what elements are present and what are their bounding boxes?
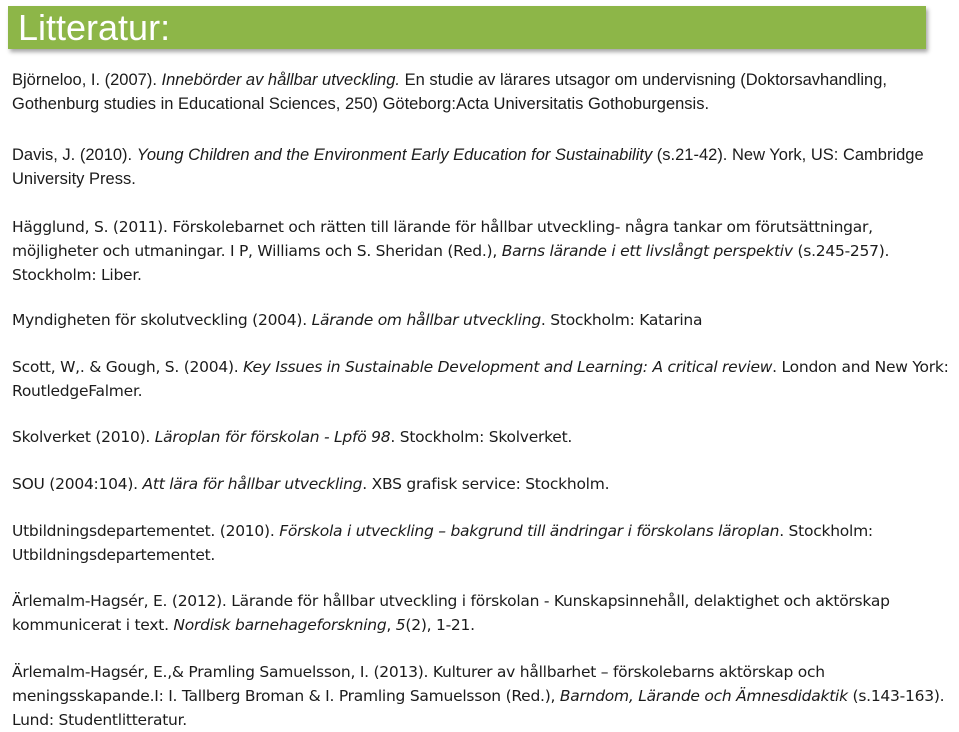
reference-text: Ärlemalm-Hagsér, E.,& Pramling Samuelsson, I. (2013). Kulturer av hållbarhet – förskolebarns aktörskap och meningsskapande.I: I. Tallberg Broman & I. Pramling Samuelsson (Red.), <box>12 663 825 705</box>
reference-title: Läroplan för förskolan - Lpfö 98 <box>154 428 391 446</box>
reference-text: Utbildningsdepartementet. (2010). <box>12 522 280 540</box>
reference-title: Innebörder av hållbar utveckling. <box>161 71 400 89</box>
reference-text: Myndigheten för skolutveckling (2004). <box>12 311 312 329</box>
reference-text: (s.143-163). Lund: Studentlitteratur. <box>12 687 945 729</box>
reference-text: (s.21-42). New York, US: Cambridge University Press. <box>12 146 924 188</box>
reference-text: . Stockholm: Katarina <box>540 311 703 329</box>
page-title: Litteratur: <box>18 7 171 48</box>
reference-text: Scott, W,. & Gough, S. (2004). <box>12 358 244 376</box>
reference-text: , <box>386 616 396 634</box>
reference-title: Lärande om hållbar utveckling <box>311 311 541 329</box>
reference-title: Nordisk barnehageforskning <box>173 616 387 634</box>
reference-item <box>12 143 952 191</box>
reference-item <box>12 68 952 116</box>
reference-title: Young Children and the Environment Early Education for Sustainability <box>136 146 653 164</box>
reference-text: (2), 1-21. <box>405 616 475 634</box>
reference-text: . Stockholm: Skolverket. <box>390 428 573 446</box>
reference-title: Key Issues in Sustainable Development and Learning: A critical review <box>243 358 773 376</box>
reference-item <box>12 660 952 732</box>
reference-item <box>12 308 702 332</box>
reference-title: Barndom, Lärande och Ämnesdidaktik <box>559 687 848 705</box>
reference-item <box>12 589 952 637</box>
reference-item <box>12 425 572 449</box>
reference-title: Förskola i utveckling – bakgrund till ändringar i förskolans läroplan <box>279 522 780 540</box>
reference-text: Davis, J. (2010). <box>12 146 137 164</box>
reference-text: Ärlemalm-Hagsér, E. (2012). Lärande för hållbar utveckling i förskolan - Kunskapsinnehåll, delaktighet och aktörskap kommunicerat i text. <box>12 592 890 634</box>
reference-text: (s.245-257). Stockholm: Liber. <box>12 242 890 284</box>
reference-item <box>12 355 952 403</box>
reference-item <box>12 519 952 567</box>
reference-title: Att lära för hållbar utveckling <box>142 475 363 493</box>
reference-item <box>12 215 952 287</box>
reference-text: . XBS grafisk service: Stockholm. <box>362 475 610 493</box>
reference-text: Björneloo, I. (2007). <box>12 71 162 89</box>
reference-text: Hägglund, S. (2011). Förskolebarnet och rätten till lärande för hållbar utveckling- några tankar om förutsättningar, möjligheter och utmaningar. I P, Williams och S. Sheridan (Red.), <box>12 218 873 260</box>
reference-text: . Stockholm: Utbildningsdepartementet. <box>12 522 873 564</box>
title-banner <box>8 6 926 49</box>
reference-item <box>12 472 609 496</box>
reference-text: . London and New York: RoutledgeFalmer. <box>12 358 949 400</box>
reference-title: Barns lärande i ett livslångt perspektiv <box>501 242 793 260</box>
reference-text: En studie av lärares utsagor om undervisning (Doktorsavhandling, Gothenburg studies in Educational Sciences, 250) Göteborg:Acta Universitatis Gothoburgensis. <box>12 71 887 113</box>
reference-text: Skolverket (2010). <box>12 428 155 446</box>
reference-text: SOU (2004:104). <box>12 475 143 493</box>
reference-volume: 5 <box>395 616 406 634</box>
